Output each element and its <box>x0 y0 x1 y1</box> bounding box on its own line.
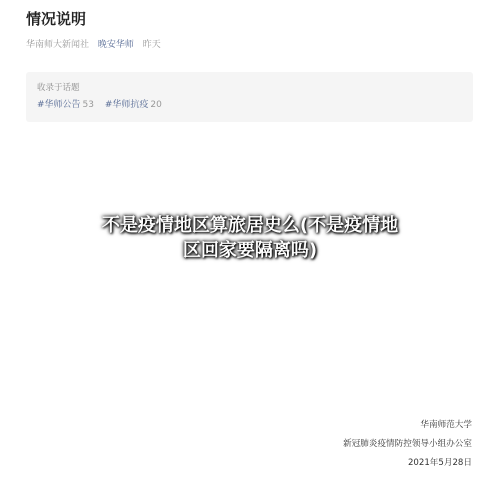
topic-tag-count: 53 <box>82 100 94 110</box>
article-meta <box>26 37 161 50</box>
topic-box <box>26 72 473 122</box>
body-paragraph <box>26 132 474 168</box>
article-source: 华南师大新闻社 <box>26 40 90 50</box>
topic-tag-count: 20 <box>150 100 162 110</box>
body-paragraph <box>26 344 474 416</box>
signature-org: 华南师范大学 <box>420 420 472 430</box>
topic-tag-link[interactable] <box>105 100 162 110</box>
article-time: 昨天 <box>142 40 161 50</box>
topic-header: 收录于话题 <box>37 83 80 93</box>
topic-tag-label: #华师抗疫 <box>104 100 149 110</box>
overlay-caption-line: 区回家要隔离吗) <box>182 240 318 261</box>
signature-date: 2021年5月28日 <box>407 458 472 468</box>
article-author-link[interactable]: 晚安华师 <box>97 40 134 50</box>
signature-dept: 新冠肺炎疫情防控领导小组办公室 <box>343 439 472 449</box>
overlay-caption <box>0 213 500 263</box>
topic-tags <box>37 97 170 110</box>
overlay-caption-line: 不是疫情地区算旅居史么(不是疫情地 <box>101 215 399 236</box>
article-title: 情况说明 <box>26 10 87 28</box>
topic-tag-label: #华师公告 <box>37 100 81 110</box>
topic-tag-link[interactable] <box>37 100 94 110</box>
